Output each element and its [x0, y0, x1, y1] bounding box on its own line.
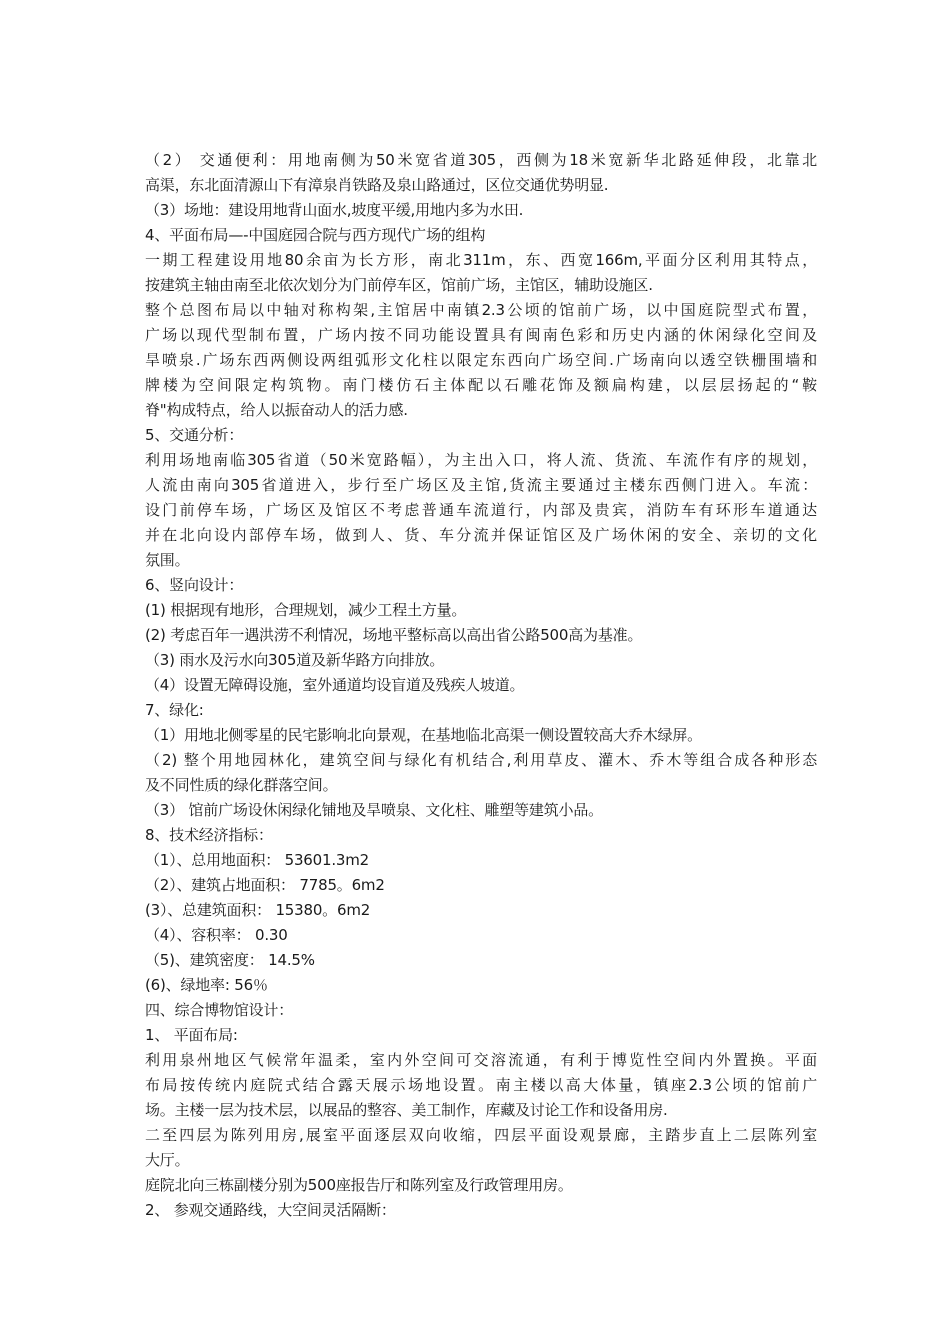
- paragraph: [145, 798, 817, 823]
- text-line: （2） 交通便利：用地南侧为50米宽省道305，西侧为18米宽新华北路延伸段，北靠北: [145, 151, 817, 169]
- paragraph: [145, 223, 817, 248]
- text-line: 2、 参观交通路线，大空间灵活隔断：: [145, 1201, 396, 1219]
- text-line: 布局按传统内庭院式结合露天展示场地设置。南主楼以高大体量，镇座2.3公顷的馆前广: [145, 1076, 817, 1094]
- text-line: （4）、容积率： 0.30: [145, 926, 288, 944]
- text-line: （3) 雨水及污水向305道及新华路方向排放。: [145, 651, 445, 669]
- paragraph: [145, 448, 817, 573]
- paragraph: [145, 1123, 817, 1173]
- paragraph: [145, 848, 817, 873]
- text-line: 脊"构成特点，给人以振奋动人的活力感.: [145, 401, 408, 419]
- paragraph: [145, 198, 817, 223]
- text-line: 二至四层为陈列用房,展室平面逐层双向收缩，四层平面设观景廊，主踏步直上二层陈列室: [145, 1126, 817, 1144]
- text-line: 6、竖向设计：: [145, 576, 244, 594]
- text-line: (1) 根据现有地形，合理规划，减少工程土方量。: [145, 601, 467, 619]
- paragraph: [145, 748, 817, 798]
- paragraph: [145, 1173, 817, 1198]
- text-line: 利用场地南临305省道（50米宽路幅），为主出入口，将人流、货流、车流作有序的规划，: [145, 451, 817, 469]
- paragraph: [145, 998, 817, 1023]
- paragraph: [145, 298, 817, 423]
- paragraph: [145, 698, 817, 723]
- text-line: 按建筑主轴由南至北依次划分为门前停车区，馆前广场，主馆区，辅助设施区.: [145, 276, 653, 294]
- text-line: （4）设置无障碍设施，室外通道均设盲道及残疾人坡道。: [145, 676, 525, 694]
- text-line: (6)、绿地率: 56％: [145, 976, 268, 994]
- document-body: [145, 148, 817, 1223]
- paragraph: [145, 148, 817, 198]
- text-line: (2) 考虑百年一遇洪涝不利情况，场地平整标高以高出省公路500高为基准。: [145, 626, 643, 644]
- text-line: （5)、建筑密度： 14.5%: [145, 951, 315, 969]
- paragraph: [145, 948, 817, 973]
- text-line: 5、交通分析：: [145, 426, 244, 444]
- paragraph: [145, 873, 817, 898]
- paragraph: [145, 573, 817, 598]
- text-line: 场。主楼一层为技术层，以展品的整容、美工制作，库藏及讨论工作和设备用房.: [145, 1101, 668, 1119]
- text-line: 旱喷泉.广场东西两侧设两组弧形文化柱以限定东西向广场空间.广场南向以透空铁栅围墙和: [145, 351, 817, 369]
- text-line: 8、技术经济指标：: [145, 826, 273, 844]
- paragraph: [145, 1198, 817, 1223]
- text-line: 牌楼为空间限定构筑物。南门楼仿石主体配以石雕花饰及额扁构建，以层层扬起的“鞍: [145, 376, 817, 394]
- text-line: 庭院北向三栋副楼分别为500座报告厅和陈列室及行政管理用房。: [145, 1176, 573, 1194]
- text-line: 人流由南向305省道进入，步行至广场区及主馆,货流主要通过主楼东西侧门进入。车流：: [145, 476, 817, 494]
- text-line: （1）用地北侧零星的民宅影响北向景观，在基地临北高渠一侧设置较高大乔木绿屏。: [145, 726, 702, 744]
- paragraph: [145, 1023, 817, 1048]
- text-line: 大厅。: [145, 1151, 190, 1169]
- text-line: 氛围。: [145, 551, 190, 569]
- paragraph: [145, 623, 817, 648]
- text-line: 4、平面布局—-中国庭园合院与西方现代广场的组构: [145, 226, 486, 244]
- text-line: 7、绿化:: [145, 701, 204, 719]
- text-line: （3）场地：建设用地背山面水,坡度平缓,用地内多为水田.: [145, 201, 524, 219]
- text-line: 四、综合博物馆设计：: [145, 1001, 294, 1019]
- text-line: 及不同性质的绿化群落空间。: [145, 776, 338, 794]
- paragraph: [145, 648, 817, 673]
- text-line: （2) 整个用地园林化，建筑空间与绿化有机结合,利用草皮、灌木、乔木等组合成各种形态: [145, 751, 817, 769]
- paragraph: [145, 673, 817, 698]
- paragraph: [145, 598, 817, 623]
- paragraph: [145, 823, 817, 848]
- paragraph: [145, 723, 817, 748]
- text-line: (3）、总建筑面积： 15380。6m2: [145, 901, 371, 919]
- text-line: 1、 平面布局:: [145, 1026, 238, 1044]
- paragraph: [145, 923, 817, 948]
- text-line: 整个总图布局以中轴对称构架,主馆居中南镇2.3公顷的馆前广场，以中国庭院型式布置，: [145, 301, 817, 319]
- paragraph: [145, 973, 817, 998]
- paragraph: [145, 423, 817, 448]
- text-line: （3） 馆前广场设休闲绿化铺地及旱喷泉、文化柱、雕塑等建筑小品。: [145, 801, 603, 819]
- text-line: 利用泉州地区气候常年温柔，室内外空间可交溶流通，有利于博览性空间内外置换。平面: [145, 1051, 817, 1069]
- text-line: 并在北向设内部停车场，做到人、货、车分流并保证馆区及广场休闲的安全、亲切的文化: [145, 526, 817, 544]
- text-line: 广场以现代型制布置，广场内按不同功能设置具有闽南色彩和历史内涵的休闲绿化空间及: [145, 326, 817, 344]
- paragraph: [145, 898, 817, 923]
- text-line: 设门前停车场，广场区及馆区不考虑普通车流道行，内部及贵宾，消防车有环形车道通达: [145, 501, 817, 519]
- text-line: 高渠，东北面清源山下有漳泉肖铁路及泉山路通过，区位交通优势明显.: [145, 176, 609, 194]
- text-line: （2）、建筑占地面积： 7785。6m2: [145, 876, 385, 894]
- paragraph: [145, 248, 817, 298]
- text-line: （1）、总用地面积： 53601.3m2: [145, 851, 369, 869]
- text-line: 一期工程建设用地80余亩为长方形，南北311m，东、西宽166m,平面分区利用其特点，: [145, 251, 817, 269]
- paragraph: [145, 1048, 817, 1123]
